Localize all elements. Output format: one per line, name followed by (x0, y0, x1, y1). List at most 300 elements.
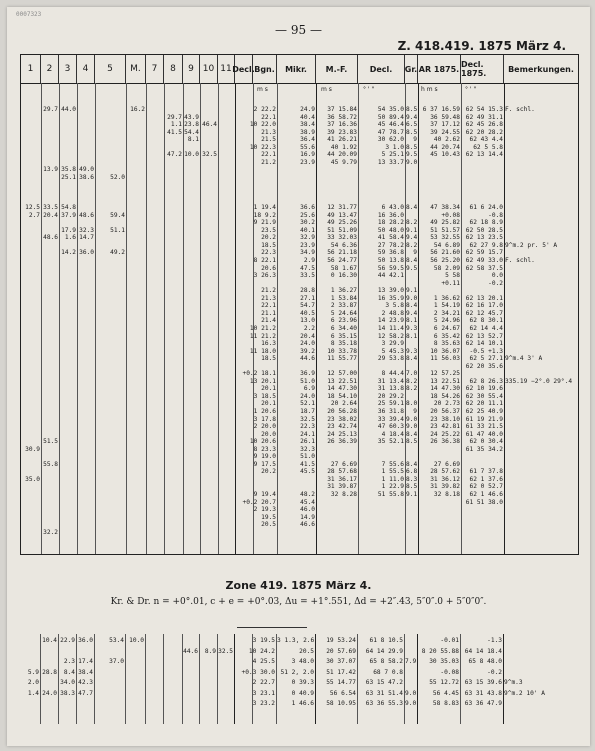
table-cell (505, 461, 577, 469)
table-cell: 51.0 (300, 453, 315, 461)
table-cell: 9 (413, 249, 417, 257)
table-cell (165, 182, 182, 190)
table-cell (96, 310, 125, 318)
table-cell: 18.5 (261, 355, 276, 363)
table-cell (406, 506, 417, 514)
table-cell (505, 121, 577, 129)
table-cell (201, 302, 217, 310)
table-cell (127, 408, 145, 416)
table-cell: 24.0 (300, 340, 315, 348)
table-cell (406, 544, 417, 552)
table-cell (42, 151, 58, 159)
table-cell: 9 17.5 (253, 460, 276, 468)
table-cell: 9^m.3 (504, 679, 523, 686)
table-cell: 8.3 (406, 475, 418, 483)
table-cell (201, 106, 217, 114)
table-cell (22, 423, 40, 431)
table-cell: 61 7 37.8 (469, 468, 503, 476)
table-cell (22, 106, 40, 114)
table-cell (60, 393, 76, 401)
table-cell: 54.8 (61, 204, 76, 212)
table-cell (96, 551, 125, 559)
table-cell (201, 257, 217, 265)
table-cell (505, 129, 577, 137)
table-cell (236, 91, 276, 99)
table-cell (184, 499, 199, 507)
table-cell (419, 91, 460, 99)
table-cell: 49 13.47 (327, 211, 357, 219)
table-cell: 17.9 (61, 226, 76, 234)
table-cell: 20.5 (261, 521, 276, 529)
table-cell (78, 453, 94, 461)
table-cell (96, 378, 125, 386)
table-cell: 29.7 (167, 113, 182, 121)
table-cell: 33 32.03 (327, 234, 357, 242)
table-cell: 18 54.26 (430, 392, 460, 400)
table-cell: 1.6 (64, 234, 76, 242)
column-remarks (504, 636, 576, 710)
table-cell (278, 529, 315, 537)
table-cell: 62 18 8.9 (469, 219, 503, 227)
table-cell (201, 499, 217, 507)
table-cell (165, 400, 182, 408)
table-cell (165, 506, 182, 514)
table-cell (127, 529, 145, 537)
table-cell (165, 212, 182, 220)
table-cell: 21.2 (261, 287, 276, 295)
table-cell: 62 20 35.6 (465, 362, 503, 370)
table-cell: 8.4 (406, 204, 418, 212)
table-cell (127, 182, 145, 190)
table-cell: 41 26.21 (327, 136, 357, 144)
table-cell (96, 197, 125, 205)
table-cell (60, 400, 76, 408)
table-cell: 47.5 (300, 264, 315, 272)
table-cell (60, 114, 76, 122)
table-cell: 22.1 (261, 113, 276, 121)
table-cell: 11 56.03 (430, 355, 460, 363)
table-cell: 39 23.83 (327, 128, 357, 136)
table-cell (96, 287, 125, 295)
table-cell: 8 23.3 (253, 445, 276, 453)
table-cell (22, 544, 40, 552)
col-gr: Gr. (405, 55, 418, 83)
table-cell (201, 249, 217, 257)
table-cell (127, 151, 145, 159)
table-cell: 37 17.12 (430, 121, 460, 129)
table-cell (127, 234, 145, 242)
table-cell: 18 9.2 (253, 211, 276, 219)
table-cell: 23 42.81 (430, 423, 460, 431)
table-cell: 22.3 (261, 249, 276, 257)
table-cell (96, 242, 125, 250)
table-cell (42, 227, 58, 235)
table-cell: 9.0 (406, 294, 418, 302)
table-cell: 68 7 0.8 (373, 668, 403, 676)
table-cell (505, 219, 577, 227)
table-cell: 21.3 (261, 294, 276, 302)
table-cell (200, 668, 216, 679)
table-cell (462, 174, 503, 182)
table-cell: 49 25.82 (430, 219, 460, 227)
table-cell (95, 678, 124, 689)
table-cell (201, 91, 217, 99)
table-cell: 12 57.00 (327, 370, 357, 378)
table-cell (236, 559, 276, 567)
table-cell (96, 189, 125, 197)
table-cell (60, 151, 76, 159)
table-cell: 12 57.25 (430, 370, 460, 378)
table-cell (42, 408, 58, 416)
table-cell (406, 166, 417, 174)
table-cell (42, 385, 58, 393)
table-cell (359, 182, 404, 190)
table-cell (127, 302, 145, 310)
table-cell (419, 159, 460, 167)
table-cell (405, 678, 416, 689)
table-cell: 5.9 (27, 668, 39, 676)
table-cell (127, 416, 145, 424)
column-c10 (200, 636, 216, 699)
table-cell (96, 393, 125, 401)
table-cell (22, 91, 40, 99)
table-cell (184, 408, 199, 416)
table-cell: 10.0 (184, 151, 199, 159)
table-cell (127, 446, 145, 454)
table-cell (184, 453, 199, 461)
table-cell (95, 668, 124, 679)
table-cell: 51 2, 2.0 (280, 668, 314, 676)
table-cell (184, 378, 199, 386)
table-cell (42, 521, 58, 529)
table-cell: 9.1 (406, 226, 418, 234)
units-mf: m s (321, 86, 332, 93)
table-cell (42, 302, 58, 310)
table-cell: 6 24.67 (433, 324, 460, 332)
column-c4 (77, 636, 93, 699)
table-cell (60, 551, 76, 559)
table-cell (201, 438, 217, 446)
table-cell: 58 1.67 (330, 264, 357, 272)
table-cell: 62 50 28.5 (465, 226, 503, 234)
table-cell: 31 39.82 (430, 483, 460, 491)
table-cell: 24.0 (300, 392, 315, 400)
table-cell: 6.5 (406, 121, 418, 129)
table-cell (201, 506, 217, 514)
table-cell: 54.7 (300, 302, 315, 310)
table-cell: 20 56.37 (430, 407, 460, 415)
table-cell: 27 6.69 (433, 460, 460, 468)
table-cell (22, 174, 40, 182)
table-cell (184, 204, 199, 212)
table-cell (60, 521, 76, 529)
table-cell: 21.4 (261, 317, 276, 325)
table-cell (406, 529, 417, 537)
table-cell (96, 400, 125, 408)
table-cell (127, 295, 145, 303)
table-cell: 9.0 (405, 700, 417, 707)
table-cell: 8 35.18 (330, 340, 357, 348)
table-cell (42, 476, 58, 484)
table-cell (184, 189, 199, 197)
table-cell: 8.5 (406, 128, 418, 136)
table-cell (78, 521, 94, 529)
table-cell (201, 566, 217, 574)
table-cell (505, 280, 577, 288)
table-cell (505, 302, 577, 310)
table-cell: 36.4 (300, 136, 315, 144)
table-cell (419, 446, 460, 454)
table-cell (278, 99, 315, 107)
table-cell (419, 363, 460, 371)
table-cell (505, 400, 577, 408)
col-3: 3 (59, 55, 77, 83)
table-cell (317, 182, 357, 190)
table-cell (21, 657, 39, 668)
table-cell (505, 423, 577, 431)
table-cell: 2.9 (303, 257, 315, 265)
column-decl1875 (462, 91, 503, 559)
table-cell (165, 536, 182, 544)
table-cell (60, 378, 76, 386)
table-cell (127, 453, 145, 461)
table-cell (201, 385, 217, 393)
table-cell: 1 53.84 (330, 294, 357, 302)
table-cell: 10 20.6 (249, 438, 276, 446)
table-cell (22, 378, 40, 386)
table-cell (184, 521, 199, 529)
table-cell: -0.2 (487, 668, 502, 676)
table-cell (42, 446, 58, 454)
table-cell (201, 551, 217, 559)
table-cell (504, 668, 576, 679)
table-cell: 1 54.19 (433, 302, 460, 310)
table-cell (184, 536, 199, 544)
table-cell (201, 310, 217, 318)
table-cell: 2 33.87 (330, 302, 357, 310)
table-cell (505, 166, 577, 174)
table-cell: 56 21.60 (430, 249, 460, 257)
table-cell (96, 234, 125, 242)
table-cell: 41.5 (300, 460, 315, 468)
column-c2 (41, 636, 57, 699)
table-cell: 2 19.3 (253, 506, 276, 514)
table-cell: 56 25.20 (430, 257, 460, 265)
table-cell (165, 287, 182, 295)
table-cell: 40 1.92 (330, 143, 357, 151)
table-cell: 62 13 52.7 (465, 332, 503, 340)
table-cell (42, 483, 58, 491)
table-cell: 62 5 27.1 (469, 355, 503, 363)
table-cell (406, 272, 417, 280)
table-cell (127, 280, 145, 288)
table-cell: 7 55.6 (381, 460, 404, 468)
table-cell (505, 348, 577, 356)
table-cell: 8.4 (406, 257, 418, 265)
table-cell (78, 136, 94, 144)
table-cell (165, 174, 182, 182)
table-cell: 39 24.55 (430, 128, 460, 136)
table-cell (359, 446, 404, 454)
table-cell (60, 99, 76, 107)
table-cell (127, 393, 145, 401)
table-cell (78, 340, 94, 348)
table-cell (201, 363, 217, 371)
table-cell (127, 348, 145, 356)
table-cell (21, 647, 39, 658)
table-cell: 9.3 (406, 324, 418, 332)
table-cell (78, 544, 94, 552)
table-cell: 24 25.22 (430, 430, 460, 438)
table-cell (201, 521, 217, 529)
table-cell: 2 34.21 (433, 309, 460, 317)
table-cell (505, 159, 577, 167)
table-cell: 7.0 (406, 370, 418, 378)
table-cell: 36 31.8 (377, 407, 404, 415)
table-cell: 56 4.45 (432, 689, 459, 697)
table-cell (505, 476, 577, 484)
table-cell: 38.6 (79, 174, 94, 182)
table-cell (406, 446, 417, 454)
table-cell: 7.9 (405, 658, 417, 665)
table-cell (317, 174, 357, 182)
table-cell (42, 400, 58, 408)
table-cell (96, 333, 125, 341)
table-cell: 54 6.89 (433, 241, 460, 249)
table-cell (60, 370, 76, 378)
table-cell (42, 242, 58, 250)
table-cell (406, 212, 417, 220)
table-cell: 3 1.0 (385, 143, 404, 151)
table-cell (96, 385, 125, 393)
table-cell (317, 453, 357, 461)
table-cell: 53.4 (109, 637, 124, 644)
table-cell (96, 219, 125, 227)
table-cell (21, 636, 39, 647)
table-cell: 21.3 (261, 128, 276, 136)
table-cell: 47 78.7 (377, 128, 404, 136)
table-cell (22, 566, 40, 574)
table-cell: 9.0 (406, 423, 418, 431)
table-cell (419, 506, 460, 514)
table-cell (78, 189, 94, 197)
table-cell (42, 333, 58, 341)
table-cell (165, 453, 182, 461)
table-cell (201, 461, 217, 469)
table-cell (184, 506, 199, 514)
table-cell (201, 453, 217, 461)
table-cell (359, 99, 404, 107)
table-cell: 9.1 (406, 287, 418, 295)
table-cell: 9^m.2 pr. 5' A (505, 241, 558, 249)
table-cell (22, 197, 40, 205)
table-cell (127, 121, 145, 129)
table-cell (22, 280, 40, 288)
table-cell: 55.8 (43, 460, 58, 468)
table-cell: 18 54.10 (327, 392, 357, 400)
table-cell (165, 189, 182, 197)
table-cell (165, 144, 182, 152)
table-cell (42, 340, 58, 348)
table-cell (165, 310, 182, 318)
table-cell (184, 340, 199, 348)
table-cell (127, 559, 145, 567)
table-cell (22, 114, 40, 122)
table-cell (184, 295, 199, 303)
table-cell (22, 400, 40, 408)
table-cell (184, 106, 199, 114)
table-cell: 62 45 26.8 (465, 121, 503, 129)
table-cell (78, 416, 94, 424)
table-cell (42, 468, 58, 476)
table-cell (78, 114, 94, 122)
table-cell (505, 468, 577, 476)
table-cell: 1 22.9 (381, 483, 404, 491)
column-ar (419, 91, 460, 551)
table-cell (183, 668, 198, 679)
table-cell: 45 9.79 (330, 158, 357, 166)
column-mf (317, 91, 357, 551)
table-cell: 40.5 (300, 309, 315, 317)
table-cell: 61 47 40.0 (465, 430, 503, 438)
table-cell (505, 317, 577, 325)
table-cell (96, 257, 125, 265)
table-cell: 36.0 (79, 249, 94, 257)
table-cell (96, 302, 125, 310)
table-cell (78, 378, 94, 386)
table-cell: 14.9 (300, 513, 315, 521)
table-cell (165, 317, 182, 325)
table-cell (505, 438, 577, 446)
table-cell (165, 99, 182, 107)
table-cell (165, 106, 182, 114)
table-cell (78, 559, 94, 567)
table-cell: 51.5 (43, 438, 58, 446)
table-cell (201, 182, 217, 190)
table-cell (164, 678, 181, 689)
table-cell: 3 26.3 (253, 272, 276, 280)
table-cell (22, 159, 40, 167)
table-cell: 34.0 (60, 679, 75, 686)
table-cell (127, 265, 145, 273)
table-cell (359, 363, 404, 371)
table-cell (201, 114, 217, 122)
table-cell (78, 566, 94, 574)
table-cell (78, 219, 94, 227)
table-cell (201, 559, 217, 567)
table-cell (236, 174, 276, 182)
table-cell (236, 280, 276, 288)
table-cell (505, 91, 577, 99)
column-c8 (164, 636, 181, 699)
table-cell (201, 287, 217, 295)
table-cell (165, 476, 182, 484)
table-cell (22, 189, 40, 197)
table-cell: 8.1 (406, 317, 418, 325)
table-cell (505, 295, 577, 303)
table-cell (184, 144, 199, 152)
table-cell (505, 197, 577, 205)
table-cell (60, 529, 76, 537)
table-cell: 4 25.5 (252, 658, 275, 665)
table-cell (78, 483, 94, 491)
table-cell (22, 468, 40, 476)
table-cell (78, 129, 94, 137)
table-cell (22, 499, 40, 507)
table-cell (78, 280, 94, 288)
table-cell: 62 43 4.4 (469, 136, 503, 144)
table-cell: 32.5 (300, 415, 315, 423)
